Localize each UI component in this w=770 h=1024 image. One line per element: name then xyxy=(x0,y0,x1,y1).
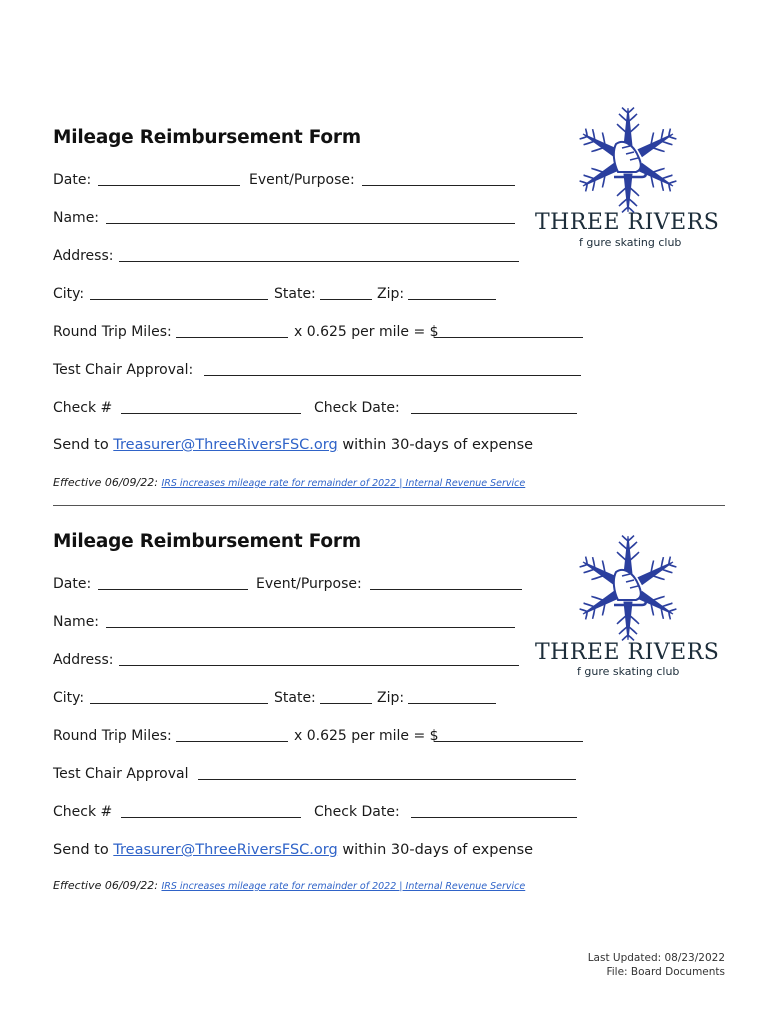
last-updated: Last Updated: 08/23/2022 xyxy=(587,952,725,964)
logo-tagline: f gure skating club xyxy=(577,665,680,678)
three-rivers-logo xyxy=(535,100,730,260)
footer xyxy=(588,951,725,979)
check-date-label: Check Date: xyxy=(314,804,400,820)
check-date-label: Check Date: xyxy=(314,400,400,416)
date-field[interactable] xyxy=(98,589,248,590)
miles-label: Round Trip Miles: xyxy=(53,324,172,340)
logo-wordmark: THREE RIVERS xyxy=(535,640,720,665)
effective-label: Effective 06/09/22: xyxy=(53,476,158,489)
send-prefix: Send to xyxy=(53,842,109,858)
form-title: Mileage Reimbursement Form xyxy=(53,531,361,552)
address-field[interactable] xyxy=(119,665,519,666)
name-label: Name: xyxy=(53,210,100,226)
miles-field[interactable] xyxy=(176,741,288,742)
zip-field[interactable] xyxy=(408,703,496,704)
logo-tagline: f gure skating club xyxy=(579,236,682,249)
address-label: Address: xyxy=(53,652,114,668)
date-label: Date: xyxy=(53,172,92,188)
name-field[interactable] xyxy=(106,223,515,224)
check-label: Check # xyxy=(53,400,113,416)
send-prefix: Send to xyxy=(53,437,109,453)
three-rivers-logo xyxy=(535,532,730,682)
address-field[interactable] xyxy=(119,261,519,262)
check-date-field[interactable] xyxy=(411,817,577,818)
city-label: City: xyxy=(53,286,85,302)
file-location: File: Board Documents xyxy=(606,966,725,978)
miles-label: Round Trip Miles: xyxy=(53,728,172,744)
check-number-field[interactable] xyxy=(121,817,301,818)
amount-field[interactable] xyxy=(434,337,583,338)
irs-link[interactable]: IRS increases mileage rate for remainder of 2022 | Internal Revenue Service xyxy=(161,881,526,892)
send-suffix: within 30-days of expense xyxy=(342,437,534,453)
approval-field[interactable] xyxy=(204,375,581,376)
state-label: State: xyxy=(274,690,316,706)
city-label: City: xyxy=(53,690,85,706)
send-to-line xyxy=(53,840,533,860)
treasurer-email-link[interactable]: Treasurer@ThreeRiversFSC.org xyxy=(113,842,338,858)
amount-field[interactable] xyxy=(434,741,583,742)
form-title: Mileage Reimbursement Form xyxy=(53,127,361,148)
event-label: Event/Purpose: xyxy=(256,576,362,592)
effective-note xyxy=(53,879,525,894)
miles-field[interactable] xyxy=(176,337,288,338)
approval-label: Test Chair Approval: xyxy=(53,362,194,378)
irs-link[interactable]: IRS increases mileage rate for remainder of 2022 | Internal Revenue Service xyxy=(161,478,526,489)
event-label: Event/Purpose: xyxy=(249,172,355,188)
state-label: State: xyxy=(274,286,316,302)
mileage-form-1 xyxy=(0,0,770,489)
snowflake-skate-icon xyxy=(573,100,683,220)
date-label: Date: xyxy=(53,576,92,592)
mileage-form-2 xyxy=(0,404,770,892)
treasurer-email-link[interactable]: Treasurer@ThreeRiversFSC.org xyxy=(113,437,338,453)
approval-label: Test Chair Approval xyxy=(53,766,189,782)
effective-label: Effective 06/09/22: xyxy=(53,879,158,892)
name-label: Name: xyxy=(53,614,100,630)
city-field[interactable] xyxy=(90,703,268,704)
snowflake-skate-icon xyxy=(573,532,683,644)
date-field[interactable] xyxy=(98,185,240,186)
logo-wordmark: THREE RIVERS xyxy=(535,210,720,235)
address-label: Address: xyxy=(53,248,114,264)
rate-label: x 0.625 per mile = $ xyxy=(294,324,439,340)
send-suffix: within 30-days of expense xyxy=(342,842,534,858)
zip-label: Zip: xyxy=(377,690,405,706)
rate-label: x 0.625 per mile = $ xyxy=(294,728,439,744)
city-field[interactable] xyxy=(90,299,268,300)
event-field[interactable] xyxy=(370,589,522,590)
zip-label: Zip: xyxy=(377,286,405,302)
check-label: Check # xyxy=(53,804,113,820)
approval-field[interactable] xyxy=(198,779,576,780)
state-field[interactable] xyxy=(320,703,372,704)
zip-field[interactable] xyxy=(408,299,496,300)
state-field[interactable] xyxy=(320,299,372,300)
event-field[interactable] xyxy=(362,185,515,186)
name-field[interactable] xyxy=(106,627,515,628)
